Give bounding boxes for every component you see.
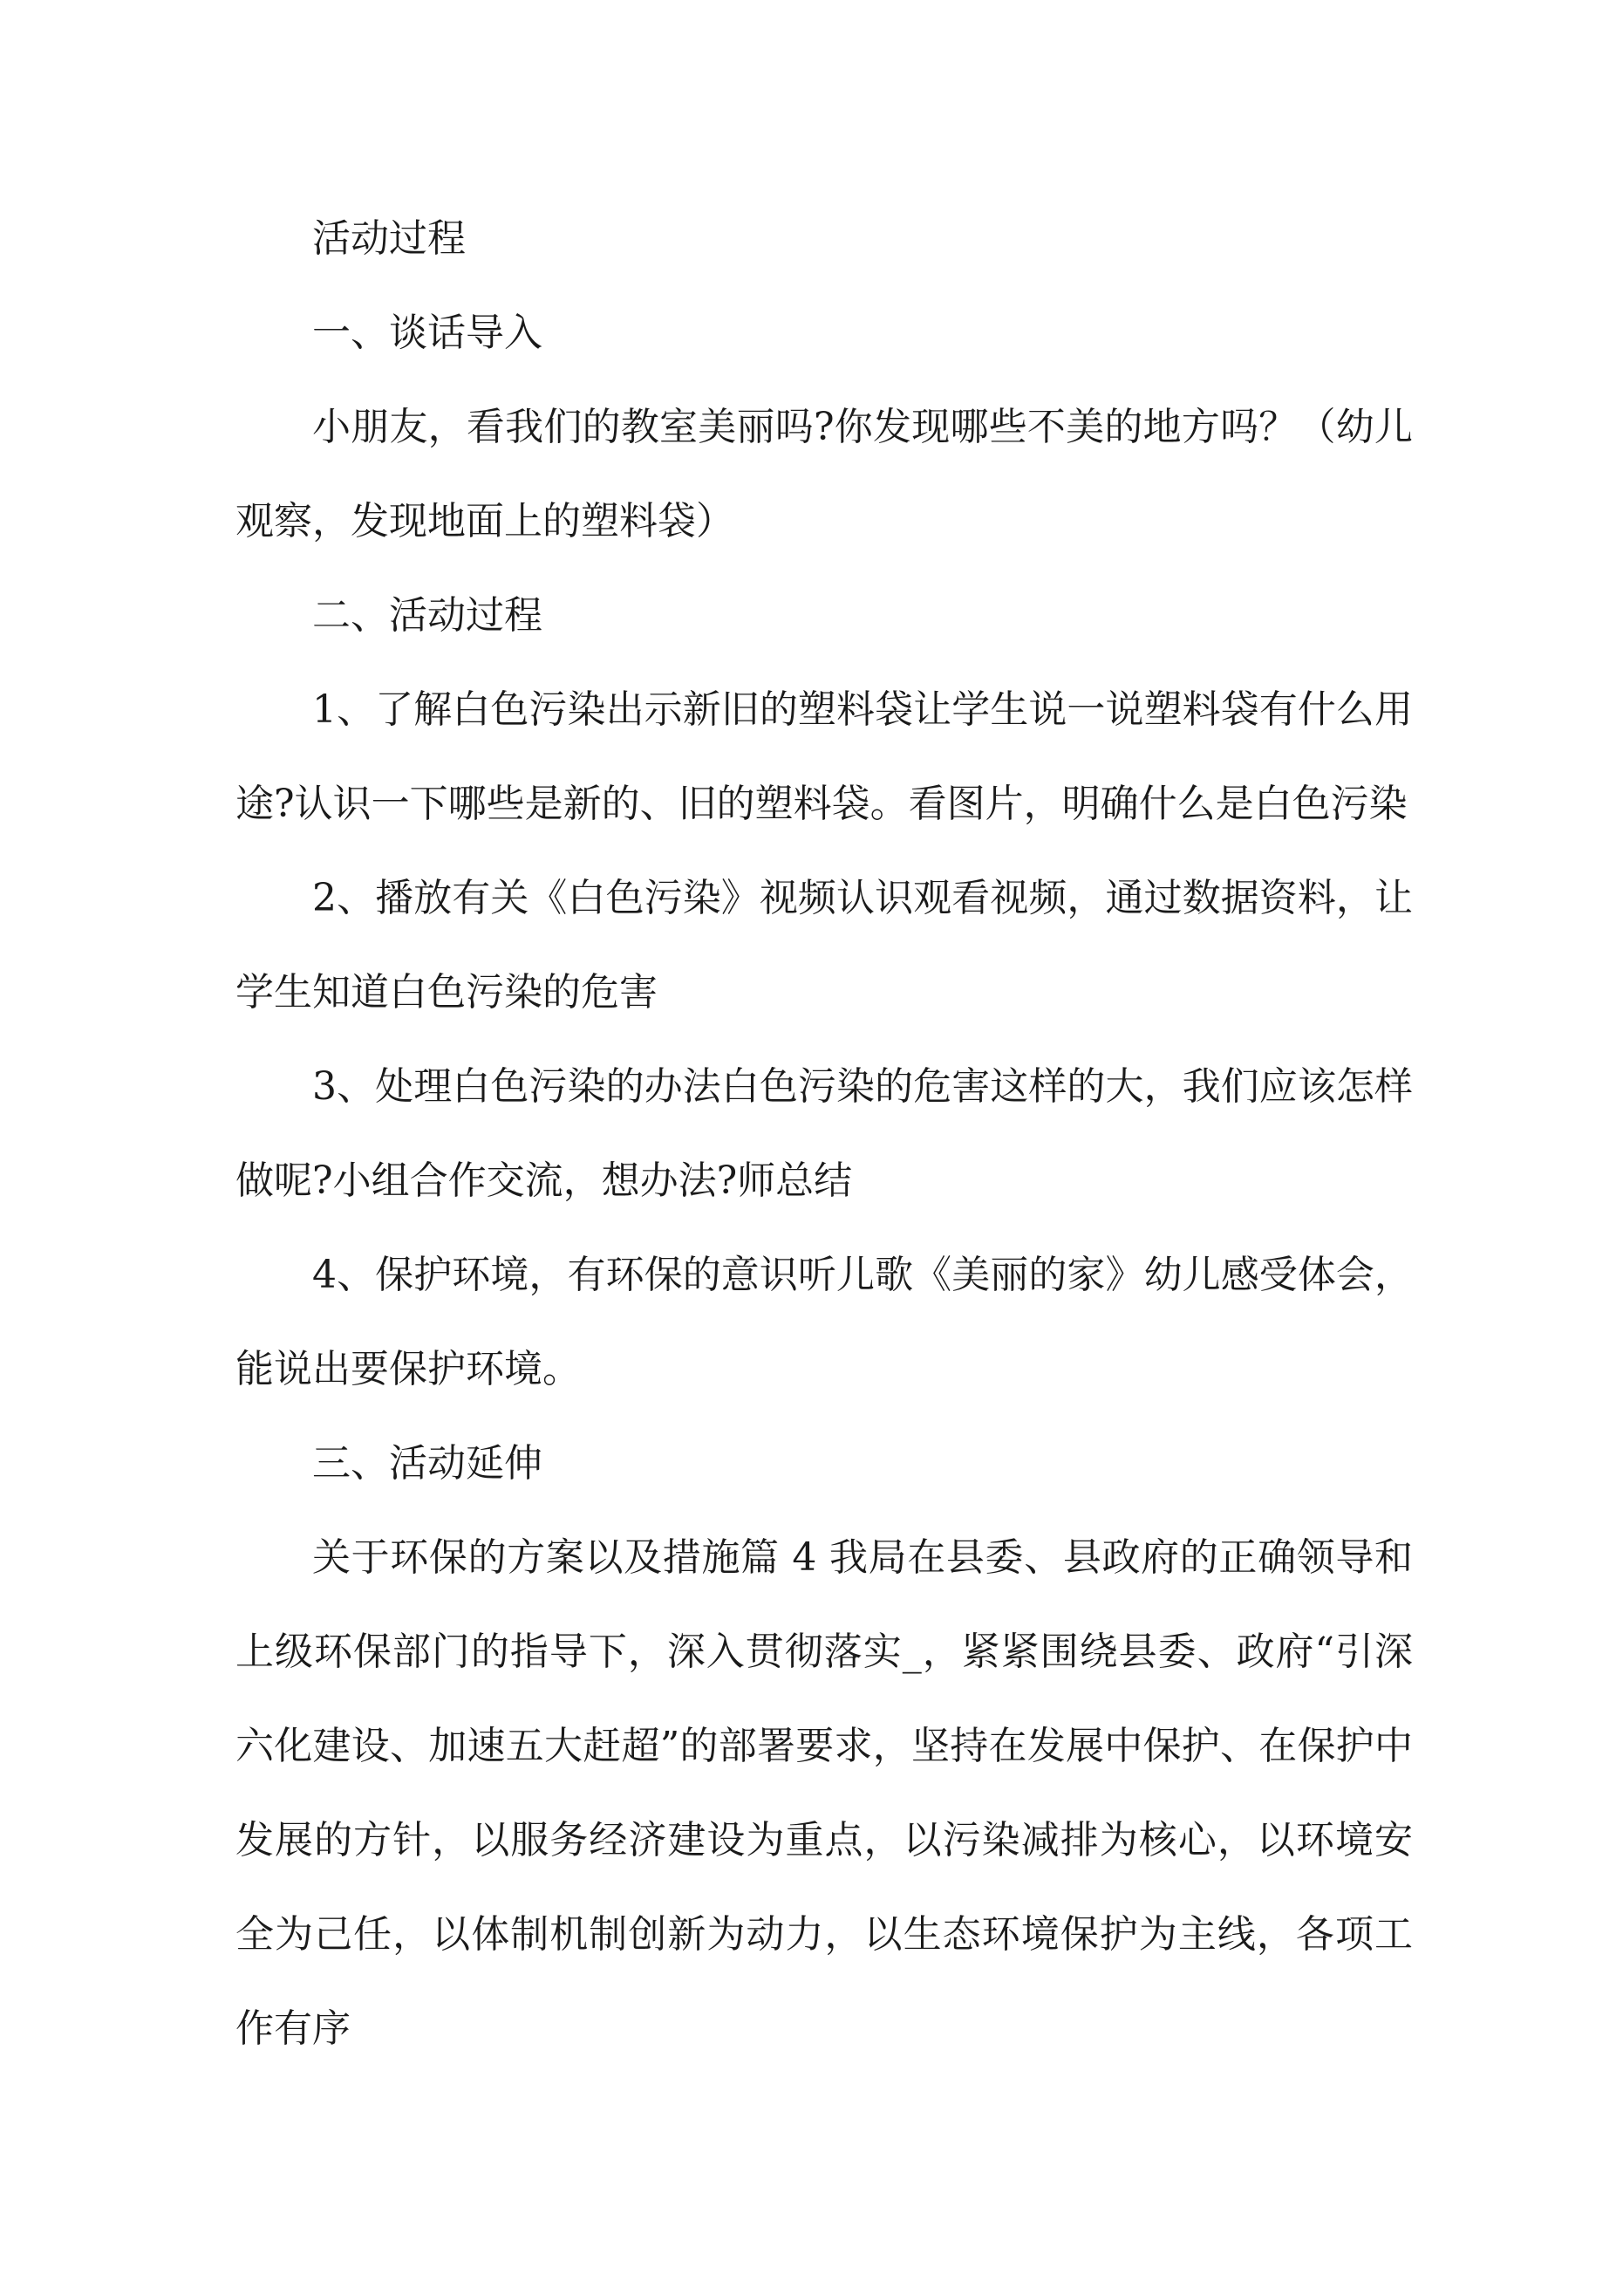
list-item-step-3: 3、处理白色污染的办法白色污染的危害这样的大，我们应该怎样做呢?小组合作交流，想办法?师总结 xyxy=(235,1064,1413,1203)
list-item-step-4: 4、保护环境，有环保的意识听儿歌《美丽的家》幼儿感受体会，能说出要保护环境。 xyxy=(235,1253,1413,1391)
section-heading-conversation-intro: 一、谈话导入 xyxy=(312,311,542,355)
paragraph-classroom-question: 小朋友，看我们的教室美丽吗?你发现哪些不美的地方吗？（幼儿观察，发现地面上的塑料袋） xyxy=(235,405,1413,543)
list-item-step-2: 2、播放有关《白色污染》视频认识观看视频，通过数据资料，让学生知道白色污染的危害 xyxy=(235,876,1413,1015)
list-item-step-1: 1、了解白色污染出示新旧的塑料袋让学生说一说塑料袋有什么用途?认识一下哪些是新的、旧的塑料袋。看图片，明确什么是白色污染 xyxy=(235,687,1413,826)
section-heading-activity-extension: 三、活动延伸 xyxy=(312,1441,542,1486)
section-heading-activity-process: 二、活动过程 xyxy=(312,593,542,638)
document-body xyxy=(235,192,1413,2076)
paragraph-environmental-plan: 关于环保的方案以及措施篇 4 我局在县委、县政府的正确领导和上级环保部门的指导下，深入贯彻落实_，紧紧围绕县委、政府“引深六化建设、加速五大赶超”的部署要求，坚持在发展中保护、在保护中发展的方针，以服务经济建设为重点，以污染减排为核心，以环境安全为己任，以体制机制创新为动力，以生态环境保护为主线，各项工作有序 xyxy=(235,1535,1413,2051)
heading-activity-process: 活动过程 xyxy=(312,216,466,261)
